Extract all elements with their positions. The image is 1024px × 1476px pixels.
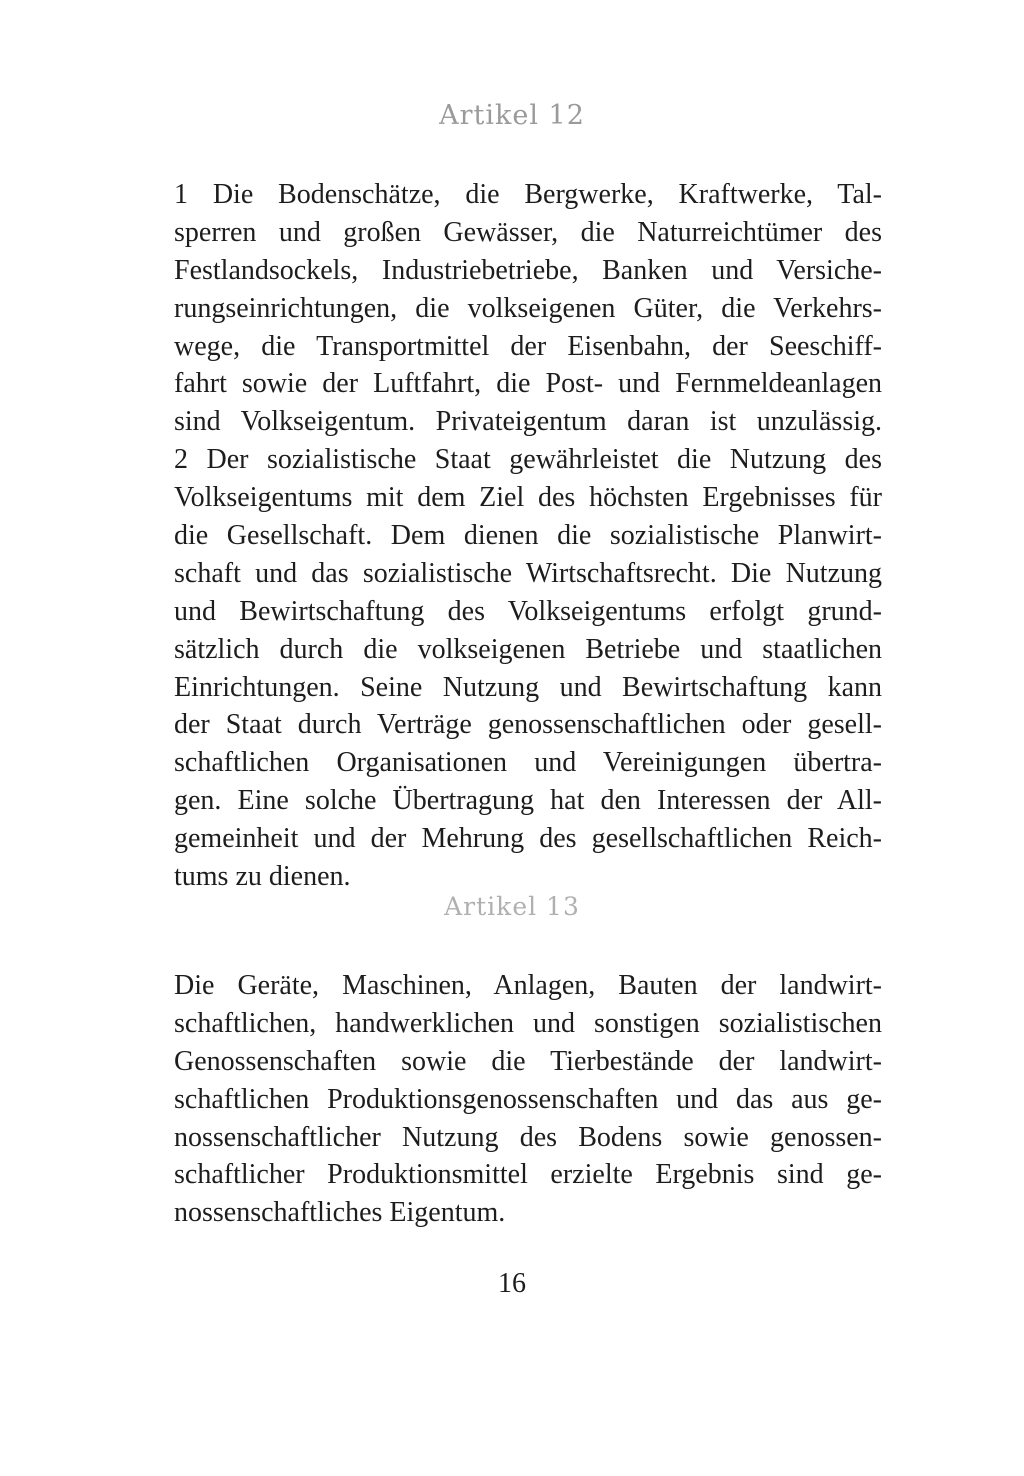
text-line: sind Volkseigentum. Privateigentum daran ist unzulässig. (174, 406, 882, 438)
text-line: Volkseigentums mit dem Ziel des höchsten Ergebnisses für (174, 482, 882, 514)
article-13-text (174, 967, 882, 1232)
article-12-heading: Artikel 12 (439, 100, 585, 131)
text-line: 2 Der sozialistische Staat gewährleistet die Nutzung des (174, 444, 882, 476)
text-line: schaftlichen, handwerklichen und sonstigen sozialistischen (174, 1007, 882, 1039)
article-12-text (174, 176, 882, 896)
text-line: sperren und großen Gewässer, die Naturreichtümer des (174, 216, 882, 248)
text-line: Die Geräte, Maschinen, Anlagen, Bauten der landwirt- (174, 970, 882, 1001)
text-line: wege, die Transportmittel der Eisenbahn, der Seeschiff- (174, 330, 882, 362)
text-line: schaftlichen Produktionsgenossenschaften und das aus ge- (174, 1083, 882, 1115)
text-line: gen. Eine solche Übertragung hat den Interessen der All- (174, 785, 882, 817)
text-line: Einrichtungen. Seine Nutzung und Bewirtschaftung kann (174, 671, 882, 703)
page-number: 16 (498, 1268, 526, 1299)
article-13-heading: Artikel 13 (444, 892, 580, 921)
text-line: fahrt sowie der Luftfahrt, die Post- und Fernmeldeanlagen (174, 368, 882, 400)
text-line: tums zu dienen. (174, 861, 351, 893)
text-line: und Bewirtschaftung des Volkseigentums erfolgt grund- (174, 595, 882, 627)
text-line: Genossenschaften sowie die Tierbestände der landwirt- (174, 1045, 882, 1077)
text-line: nossenschaftlicher Nutzung des Bodens sowie genossen- (174, 1121, 882, 1153)
text-line: der Staat durch Verträge genossenschaftlichen oder gesell- (174, 709, 882, 741)
text-line: schaft und das sozialistische Wirtschaftsrecht. Die Nutzung (174, 557, 882, 589)
text-line: 1 Die Bodenschätze, die Bergwerke, Kraftwerke, Tal- (174, 179, 882, 210)
text-line: gemeinheit und der Mehrung des gesellschaftlichen Reich- (174, 823, 882, 855)
text-line: schaftlichen Organisationen und Vereinigungen übertra- (174, 747, 882, 779)
text-line: die Gesellschaft. Dem dienen die sozialistische Planwirt- (174, 520, 882, 552)
text-line: sätzlich durch die volkseigenen Betriebe und staatlichen (174, 633, 882, 665)
text-line: Festlandsockels, Industriebetriebe, Banken und Versiche- (174, 254, 882, 286)
text-line: rungseinrichtungen, die volkseigenen Güter, die Verkehrs- (174, 292, 882, 324)
text-line: schaftlicher Produktionsmittel erzielte Ergebnis sind ge- (174, 1159, 882, 1191)
text-line: nossenschaftliches Eigentum. (174, 1197, 506, 1229)
